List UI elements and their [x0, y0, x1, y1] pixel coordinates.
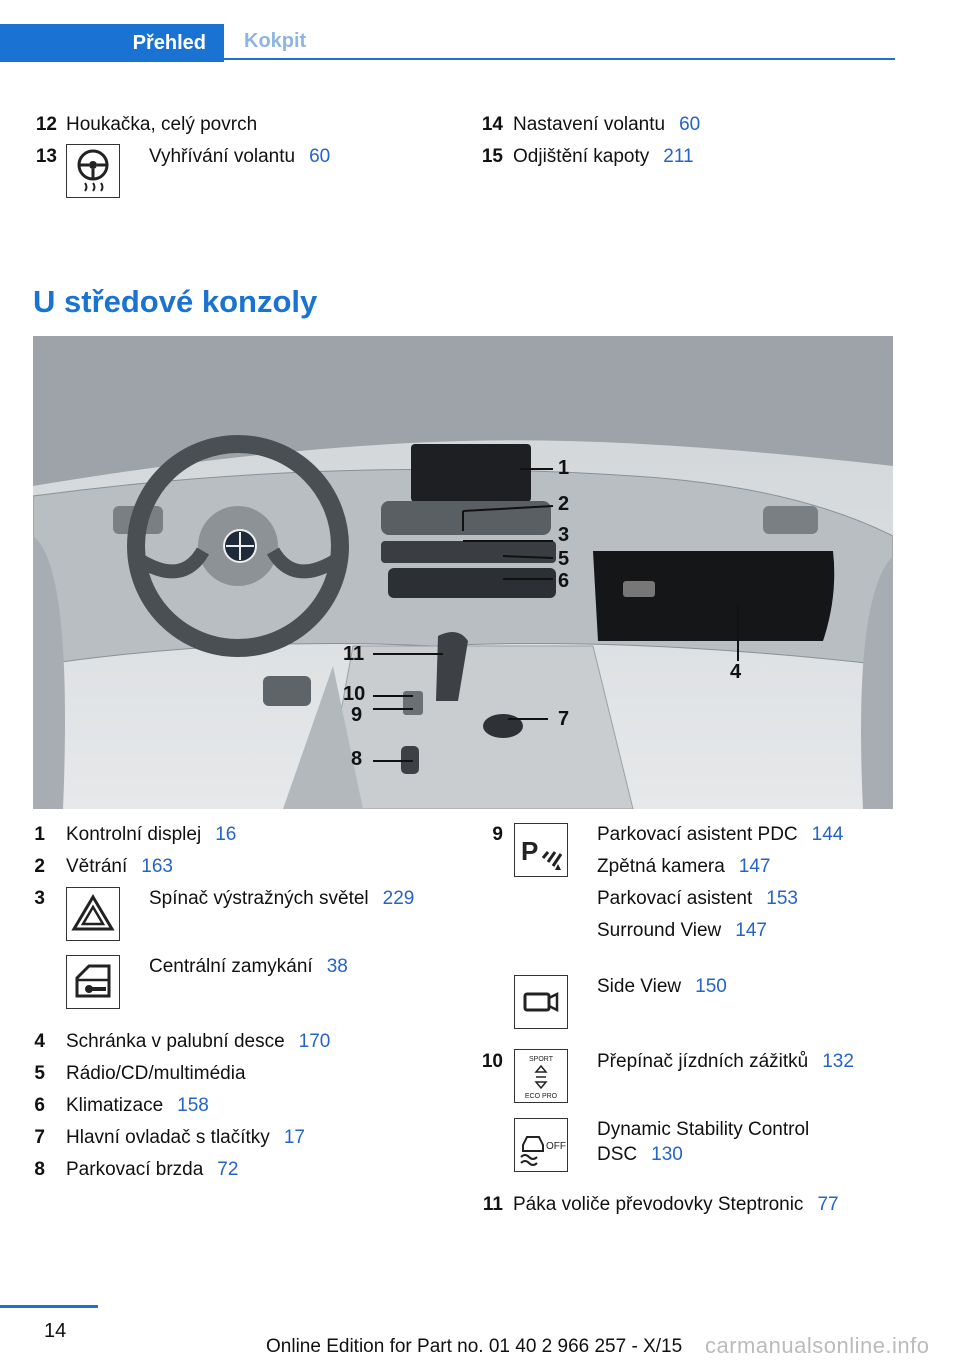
item-number: 15: [481, 146, 503, 167]
page-ref-link[interactable]: 150: [695, 976, 727, 997]
item-label: Větrání: [66, 856, 128, 877]
item-number: 6: [34, 1095, 45, 1116]
item-text: [597, 856, 771, 878]
eco-pro-label: ECO PRO: [524, 1093, 558, 1100]
hazard-warning-icon: [66, 887, 120, 941]
item-text: [597, 1144, 683, 1166]
item-text: [66, 1031, 330, 1053]
item-label: Rádio/CD/multimédia: [66, 1063, 246, 1084]
item-number: 7: [34, 1127, 45, 1148]
footer-rule: [0, 1305, 98, 1308]
item-text: [66, 856, 173, 878]
item-number: 8: [34, 1159, 45, 1180]
item-number: 5: [34, 1063, 45, 1084]
item-text: [597, 920, 767, 942]
header-tabs: [0, 24, 895, 62]
tab-kokpit[interactable]: Kokpit: [224, 24, 895, 60]
item-text: [66, 1127, 305, 1149]
park-assist-icon: [514, 823, 568, 877]
item-text: [513, 146, 694, 168]
off-label: OFF: [546, 1141, 566, 1152]
item-text: [597, 976, 727, 998]
item-number: 10: [481, 1051, 503, 1072]
page-ref-link[interactable]: 130: [651, 1144, 683, 1165]
callout-2: 2: [558, 493, 570, 515]
item-text: [513, 1194, 839, 1216]
tab-prehled[interactable]: Přehled: [0, 24, 224, 62]
item-text: [66, 1159, 238, 1181]
item-label: Odjištění kapoty: [513, 146, 650, 167]
callout-11: 11: [343, 643, 365, 665]
callout-8: 8: [351, 748, 363, 770]
page-ref-link[interactable]: 72: [217, 1159, 239, 1180]
dsc-off-icon: [514, 1118, 568, 1172]
item-text: [66, 114, 257, 136]
item-label: Vyhřívání volantu: [149, 146, 296, 167]
item-text: [66, 1063, 246, 1085]
page-ref-link[interactable]: 211: [663, 146, 694, 167]
item-number: 13: [35, 146, 57, 167]
page-ref-link[interactable]: 229: [382, 888, 415, 909]
page-ref-link[interactable]: 163: [141, 856, 173, 877]
heated-steering-wheel-icon: [66, 144, 120, 198]
cockpit-illustration: [33, 336, 893, 809]
item-text: [597, 1051, 854, 1073]
edition-text: Online Edition for Part no. 01 40 2 966 257 - X/15: [266, 1336, 683, 1357]
page-ref-link[interactable]: 77: [817, 1194, 839, 1215]
item-label: Schránka v palubní desce: [66, 1031, 285, 1052]
item-label: Houkačka, celý povrch: [66, 114, 258, 135]
item-text: [597, 1119, 809, 1141]
item-label: Klimatizace: [66, 1095, 164, 1116]
page-ref-link[interactable]: 17: [283, 1127, 305, 1148]
page-ref-link[interactable]: 38: [326, 956, 348, 977]
section-title: U středové konzoly: [33, 284, 318, 319]
item-label: Parkovací asistent PDC: [597, 824, 798, 845]
item-label: Dynamic Stability Control: [597, 1119, 810, 1140]
central-locking-icon: [66, 955, 120, 1009]
item-label: Přepínač jízdních zážitků: [597, 1051, 809, 1072]
item-text: [149, 146, 330, 168]
item-number: 9: [492, 824, 503, 845]
page-ref-link[interactable]: 153: [766, 888, 798, 909]
watermark: carmanualsonline.info: [705, 1333, 930, 1358]
item-label: Nastavení volantu: [513, 114, 666, 135]
callout-6: 6: [558, 570, 570, 592]
callout-5: 5: [558, 548, 570, 570]
item-label: Spínač výstražných světel: [149, 888, 369, 909]
svg-text:P: P: [521, 836, 539, 866]
item-label: Hlavní ovladač s tlačítky: [66, 1127, 270, 1148]
callout-4: 4: [730, 661, 742, 683]
item-number: 4: [34, 1031, 45, 1052]
item-label: Páka voliče převodovky Steptronic: [513, 1194, 804, 1215]
item-text: [66, 1095, 209, 1117]
item-number: 2: [34, 856, 45, 877]
item-label: Kontrolní displej: [66, 824, 202, 845]
sport-label: SPORT: [529, 1056, 553, 1063]
item-text: [149, 888, 414, 910]
callout-7: 7: [558, 708, 570, 730]
side-view-camera-icon: [514, 975, 568, 1029]
item-label: Centrální zamykání: [149, 956, 313, 977]
item-number: 12: [35, 114, 57, 135]
page-ref-link[interactable]: 147: [738, 856, 771, 877]
item-number: 14: [481, 114, 503, 135]
page-number: 14: [44, 1320, 67, 1342]
page-ref-link[interactable]: 60: [309, 146, 331, 167]
page-ref-link[interactable]: 60: [679, 114, 701, 135]
item-label: Parkovací asistent: [597, 888, 753, 909]
item-text: [149, 956, 348, 978]
item-number: 1: [34, 824, 45, 845]
driving-experience-switch-icon: [514, 1049, 568, 1103]
item-label: Parkovací brzda: [66, 1159, 204, 1180]
item-label: Side View: [597, 976, 682, 997]
item-text: [66, 824, 236, 846]
item-label: Zpětná kamera: [597, 856, 725, 877]
item-text: [513, 114, 700, 136]
item-label: Surround View: [597, 920, 722, 941]
page-ref-link[interactable]: 16: [215, 824, 237, 845]
page-ref-link[interactable]: 158: [177, 1095, 209, 1116]
callout-3: 3: [558, 524, 570, 546]
page-ref-link[interactable]: 144: [811, 824, 844, 845]
item-label: DSC: [597, 1144, 638, 1165]
callout-9: 9: [351, 704, 363, 726]
page-ref-link[interactable]: 147: [735, 920, 767, 941]
item-number: 11: [482, 1194, 503, 1215]
item-number: 3: [34, 888, 45, 909]
callout-10: 10: [343, 683, 366, 705]
item-text: [597, 888, 798, 910]
callout-1: 1: [558, 457, 570, 479]
page-ref-link[interactable]: 170: [298, 1031, 331, 1052]
item-text: [597, 824, 843, 846]
page-ref-link[interactable]: 132: [822, 1051, 854, 1072]
